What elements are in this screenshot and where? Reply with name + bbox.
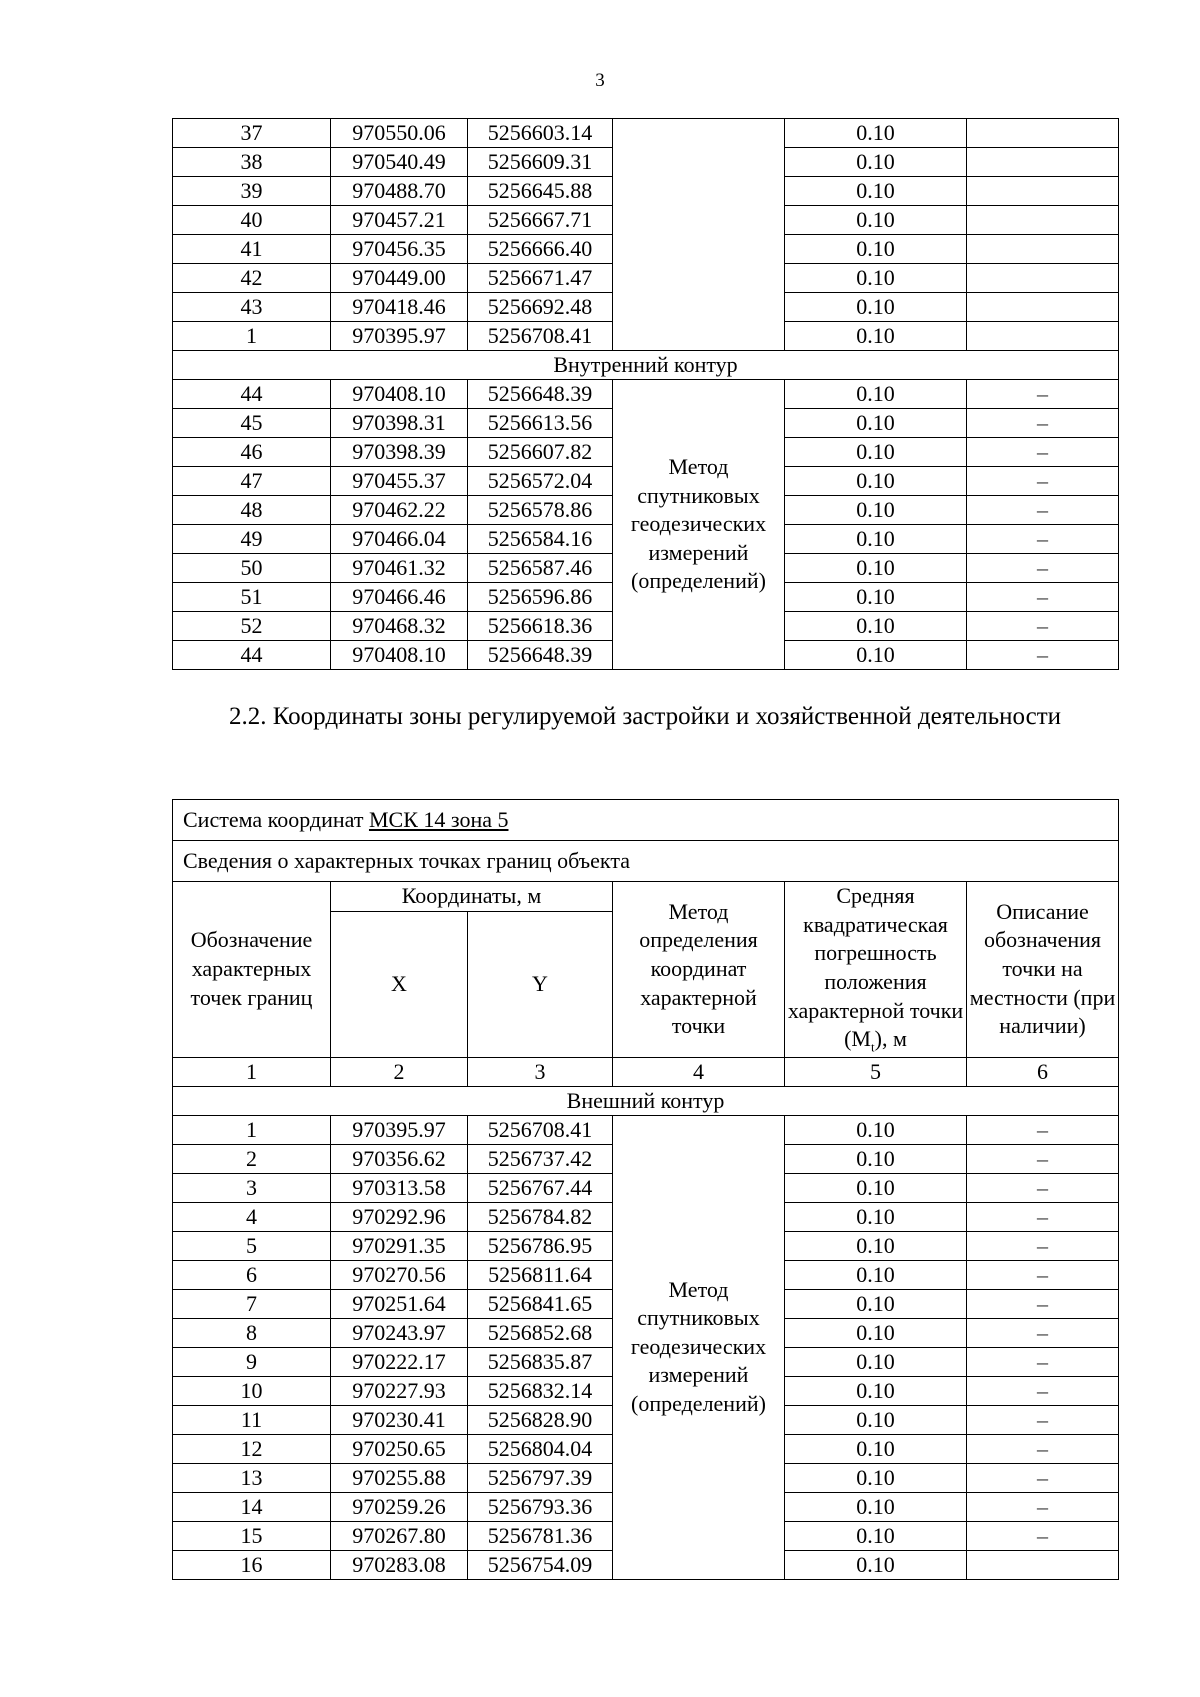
header-x: X <box>331 911 468 1057</box>
accuracy: 0.10 <box>785 235 967 264</box>
point-number: 6 <box>173 1260 331 1289</box>
description: – <box>967 1289 1119 1318</box>
point-number: 46 <box>173 438 331 467</box>
coord-x: 970259.26 <box>331 1492 468 1521</box>
description: – <box>967 554 1119 583</box>
coord-y: 5256666.40 <box>468 235 613 264</box>
description <box>967 177 1119 206</box>
coord-x: 970418.46 <box>331 293 468 322</box>
coord-x: 970461.32 <box>331 554 468 583</box>
table-row <box>173 380 1119 409</box>
point-number: 12 <box>173 1434 331 1463</box>
section-title: 2.2. Координаты зоны регулируемой застройки и хозяйственной деятельности <box>228 703 1062 730</box>
coord-x: 970230.41 <box>331 1405 468 1434</box>
description: – <box>967 1173 1119 1202</box>
accuracy: 0.10 <box>785 1173 967 1202</box>
description: – <box>967 1347 1119 1376</box>
coord-y: 5256667.71 <box>468 206 613 235</box>
accuracy: 0.10 <box>785 148 967 177</box>
accuracy: 0.10 <box>785 119 967 148</box>
description: – <box>967 380 1119 409</box>
point-number: 10 <box>173 1376 331 1405</box>
description: – <box>967 1318 1119 1347</box>
description <box>967 148 1119 177</box>
accuracy: 0.10 <box>785 293 967 322</box>
coord-y: 5256613.56 <box>468 409 613 438</box>
table-row <box>173 1115 1119 1144</box>
accuracy: 0.10 <box>785 525 967 554</box>
point-number: 45 <box>173 409 331 438</box>
point-number: 49 <box>173 525 331 554</box>
coord-x: 970222.17 <box>331 1347 468 1376</box>
header-method: Метод определения координат характерной точки <box>613 882 785 1058</box>
accuracy: 0.10 <box>785 467 967 496</box>
coord-y: 5256708.41 <box>468 322 613 351</box>
point-number: 42 <box>173 264 331 293</box>
description: – <box>967 1434 1119 1463</box>
point-number: 37 <box>173 119 331 148</box>
description: – <box>967 612 1119 641</box>
col-number: 5 <box>785 1057 967 1086</box>
coord-x: 970356.62 <box>331 1144 468 1173</box>
coord-y: 5256584.16 <box>468 525 613 554</box>
point-number: 47 <box>173 467 331 496</box>
coord-x: 970243.97 <box>331 1318 468 1347</box>
col-number: 4 <box>613 1057 785 1086</box>
coord-x: 970398.31 <box>331 409 468 438</box>
point-number: 48 <box>173 496 331 525</box>
coord-x: 970488.70 <box>331 177 468 206</box>
accuracy: 0.10 <box>785 1202 967 1231</box>
point-number: 11 <box>173 1405 331 1434</box>
col-number: 3 <box>468 1057 613 1086</box>
point-number: 5 <box>173 1231 331 1260</box>
coord-y: 5256737.42 <box>468 1144 613 1173</box>
accuracy: 0.10 <box>785 206 967 235</box>
coord-y: 5256767.44 <box>468 1173 613 1202</box>
accuracy: 0.10 <box>785 322 967 351</box>
coord-x: 970462.22 <box>331 496 468 525</box>
accuracy: 0.10 <box>785 1144 967 1173</box>
coord-y: 5256596.86 <box>468 583 613 612</box>
coord-y: 5256828.90 <box>468 1405 613 1434</box>
method-cell: Метод спутниковых геодезических измерений (определений) <box>613 380 785 670</box>
coord-y: 5256708.41 <box>468 1115 613 1144</box>
accuracy: 0.10 <box>785 496 967 525</box>
point-number: 38 <box>173 148 331 177</box>
accuracy: 0.10 <box>785 1521 967 1550</box>
point-number: 16 <box>173 1550 331 1579</box>
point-number: 4 <box>173 1202 331 1231</box>
object-info: Сведения о характерных точках границ объекта <box>173 841 1119 882</box>
accuracy: 0.10 <box>785 1347 967 1376</box>
coord-x: 970250.65 <box>331 1434 468 1463</box>
accuracy: 0.10 <box>785 177 967 206</box>
description <box>967 322 1119 351</box>
coord-x: 970395.97 <box>331 1115 468 1144</box>
accuracy: 0.10 <box>785 1434 967 1463</box>
accuracy: 0.10 <box>785 380 967 409</box>
accuracy: 0.10 <box>785 438 967 467</box>
coord-x: 970466.04 <box>331 525 468 554</box>
accuracy: 0.10 <box>785 1492 967 1521</box>
description: – <box>967 1115 1119 1144</box>
description <box>967 119 1119 148</box>
coord-x: 970251.64 <box>331 1289 468 1318</box>
header-accuracy-text: Средняя квадратическая погрешность положения характерной точки (M <box>787 883 964 1052</box>
point-number: 7 <box>173 1289 331 1318</box>
accuracy: 0.10 <box>785 1376 967 1405</box>
accuracy: 0.10 <box>785 264 967 293</box>
accuracy: 0.10 <box>785 1289 967 1318</box>
accuracy: 0.10 <box>785 1231 967 1260</box>
coord-x: 970267.80 <box>331 1521 468 1550</box>
point-number: 40 <box>173 206 331 235</box>
coord-y: 5256603.14 <box>468 119 613 148</box>
coord-y: 5256793.36 <box>468 1492 613 1521</box>
coord-y: 5256578.86 <box>468 496 613 525</box>
accuracy: 0.10 <box>785 1463 967 1492</box>
description: – <box>967 641 1119 670</box>
point-number: 13 <box>173 1463 331 1492</box>
coordinate-system-value: МСК 14 зона 5 <box>368 807 509 833</box>
coordinate-system-label: Система координат <box>183 807 369 833</box>
description: – <box>967 1144 1119 1173</box>
description: – <box>967 1376 1119 1405</box>
coord-x: 970270.56 <box>331 1260 468 1289</box>
method-cell: Метод спутниковых геодезических измерений (определений) <box>613 1115 785 1579</box>
accuracy: 0.10 <box>785 1115 967 1144</box>
coord-y: 5256692.48 <box>468 293 613 322</box>
accuracy: 0.10 <box>785 1260 967 1289</box>
description <box>967 235 1119 264</box>
point-number: 3 <box>173 1173 331 1202</box>
coord-x: 970408.10 <box>331 641 468 670</box>
accuracy: 0.10 <box>785 1550 967 1579</box>
header-designation: Обозначение характерных точек границ <box>173 882 331 1058</box>
coord-x: 970550.06 <box>331 119 468 148</box>
coord-x: 970466.46 <box>331 583 468 612</box>
coord-y: 5256618.36 <box>468 612 613 641</box>
coord-y: 5256804.04 <box>468 1434 613 1463</box>
point-number: 44 <box>173 380 331 409</box>
coord-y: 5256781.36 <box>468 1521 613 1550</box>
col-number: 1 <box>173 1057 331 1086</box>
description: – <box>967 1231 1119 1260</box>
coord-x: 970227.93 <box>331 1376 468 1405</box>
coord-x: 970457.21 <box>331 206 468 235</box>
accuracy: 0.10 <box>785 641 967 670</box>
description: – <box>967 496 1119 525</box>
point-number: 15 <box>173 1521 331 1550</box>
point-number: 51 <box>173 583 331 612</box>
coord-y: 5256797.39 <box>468 1463 613 1492</box>
header-y: Y <box>468 911 613 1057</box>
coord-x: 970456.35 <box>331 235 468 264</box>
coord-y: 5256786.95 <box>468 1231 613 1260</box>
coordinate-system <box>173 800 1119 841</box>
description: – <box>967 438 1119 467</box>
header-accuracy <box>785 882 967 1058</box>
coord-x: 970395.97 <box>331 322 468 351</box>
description: – <box>967 1492 1119 1521</box>
description <box>967 293 1119 322</box>
table-row <box>173 119 1119 148</box>
accuracy: 0.10 <box>785 409 967 438</box>
coord-y: 5256832.14 <box>468 1376 613 1405</box>
coord-y: 5256587.46 <box>468 554 613 583</box>
zone-coordinates-table <box>172 799 1119 1580</box>
coord-y: 5256784.82 <box>468 1202 613 1231</box>
outer-contour-label: Внешний контур <box>173 1086 1119 1115</box>
point-number: 14 <box>173 1492 331 1521</box>
description <box>967 1550 1119 1579</box>
description: – <box>967 409 1119 438</box>
description: – <box>967 1405 1119 1434</box>
point-number: 9 <box>173 1347 331 1376</box>
description: – <box>967 1202 1119 1231</box>
point-number: 8 <box>173 1318 331 1347</box>
coord-x: 970540.49 <box>331 148 468 177</box>
coord-y: 5256811.64 <box>468 1260 613 1289</box>
description: – <box>967 583 1119 612</box>
accuracy: 0.10 <box>785 612 967 641</box>
coord-x: 970313.58 <box>331 1173 468 1202</box>
coord-x: 970292.96 <box>331 1202 468 1231</box>
header-description: Описание обозначения точки на местности (при наличии) <box>967 882 1119 1058</box>
inner-contour-label: Внутренний контур <box>173 351 1119 380</box>
coord-y: 5256645.88 <box>468 177 613 206</box>
header-accuracy-sub: t <box>871 1039 875 1055</box>
coordinates-table-continued <box>172 118 1119 670</box>
description <box>967 206 1119 235</box>
coord-x: 970398.39 <box>331 438 468 467</box>
coord-y: 5256754.09 <box>468 1550 613 1579</box>
header-coordinates: Координаты, м <box>331 882 613 912</box>
coord-x: 970449.00 <box>331 264 468 293</box>
coord-x: 970455.37 <box>331 467 468 496</box>
coord-x: 970468.32 <box>331 612 468 641</box>
description: – <box>967 525 1119 554</box>
method-cell-blank <box>613 119 785 351</box>
coord-x: 970255.88 <box>331 1463 468 1492</box>
point-number: 1 <box>173 1115 331 1144</box>
coord-x: 970283.08 <box>331 1550 468 1579</box>
coord-x: 970408.10 <box>331 380 468 409</box>
point-number: 52 <box>173 612 331 641</box>
coord-y: 5256648.39 <box>468 641 613 670</box>
description: – <box>967 1260 1119 1289</box>
description: – <box>967 1521 1119 1550</box>
description <box>967 264 1119 293</box>
point-number: 50 <box>173 554 331 583</box>
coord-y: 5256572.04 <box>468 467 613 496</box>
col-number: 6 <box>967 1057 1119 1086</box>
coord-y: 5256671.47 <box>468 264 613 293</box>
point-number: 2 <box>173 1144 331 1173</box>
description: – <box>967 1463 1119 1492</box>
header-accuracy-tail: ), м <box>874 1026 907 1052</box>
coord-x: 970291.35 <box>331 1231 468 1260</box>
col-number: 2 <box>331 1057 468 1086</box>
coord-y: 5256609.31 <box>468 148 613 177</box>
point-number: 44 <box>173 641 331 670</box>
page-number: 3 <box>595 70 605 91</box>
coord-y: 5256835.87 <box>468 1347 613 1376</box>
point-number: 1 <box>173 322 331 351</box>
accuracy: 0.10 <box>785 554 967 583</box>
coord-y: 5256648.39 <box>468 380 613 409</box>
coord-y: 5256607.82 <box>468 438 613 467</box>
accuracy: 0.10 <box>785 1318 967 1347</box>
point-number: 43 <box>173 293 331 322</box>
coord-y: 5256852.68 <box>468 1318 613 1347</box>
accuracy: 0.10 <box>785 1405 967 1434</box>
accuracy: 0.10 <box>785 583 967 612</box>
coord-y: 5256841.65 <box>468 1289 613 1318</box>
description: – <box>967 467 1119 496</box>
point-number: 41 <box>173 235 331 264</box>
point-number: 39 <box>173 177 331 206</box>
